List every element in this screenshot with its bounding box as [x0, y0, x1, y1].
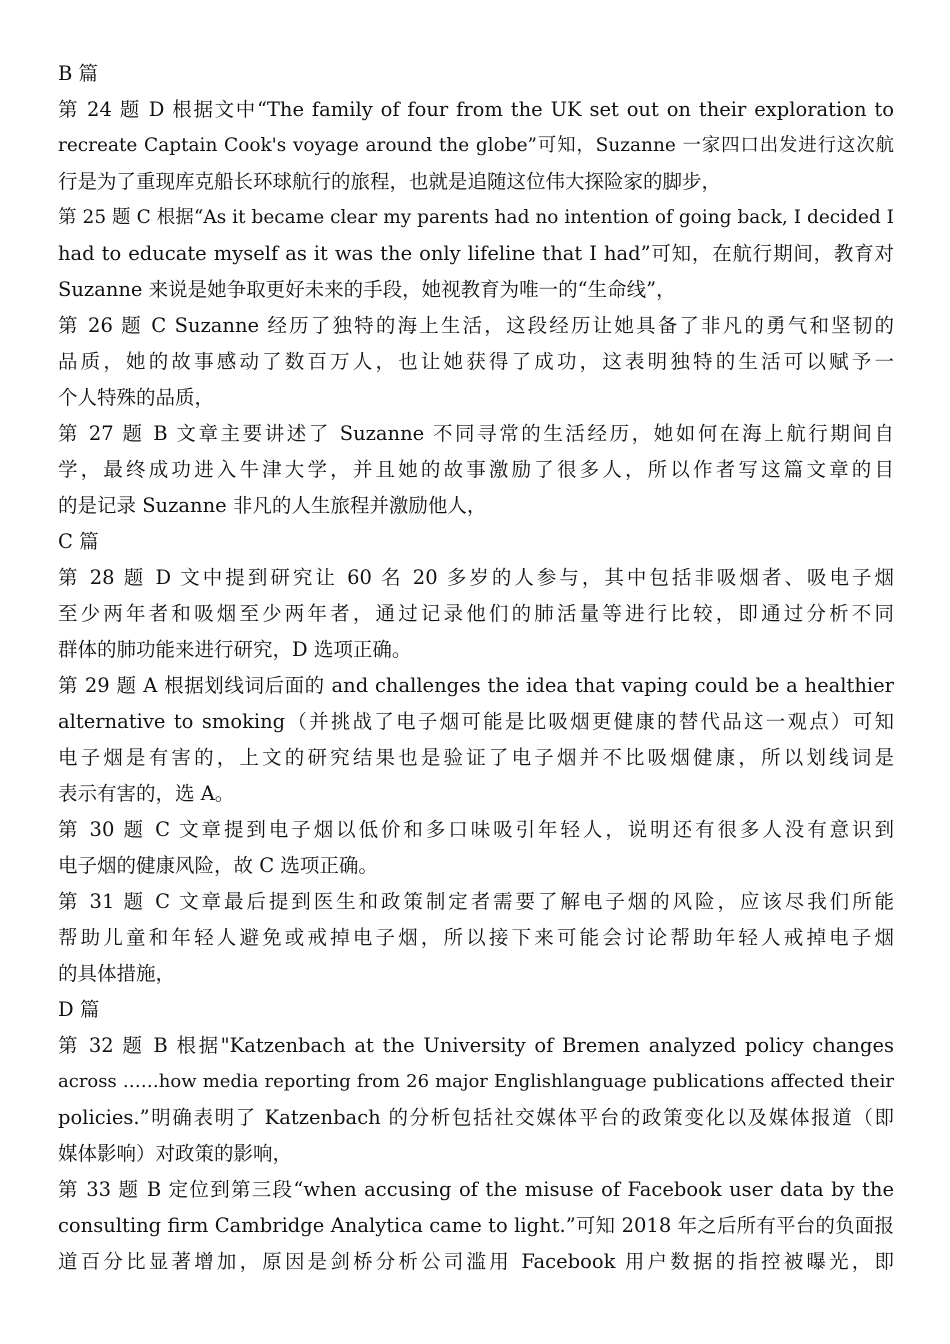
text-line: consulting firm Cambridge Analytica came to light.”可知 2018 年之后所有平台的负面报	[58, 1214, 894, 1237]
text-line: 个人特殊的品质，	[58, 386, 215, 409]
question-33-explanation	[58, 1172, 894, 1280]
question-29-explanation	[58, 668, 894, 812]
question-24-explanation	[58, 92, 894, 200]
text-line: alternative to smoking（并挑战了电子烟可能是比吸烟更健康的替代品这一观点）可知	[58, 710, 894, 733]
question-26-explanation	[58, 308, 894, 416]
text-line: 第 32 题 B 根据"Katzenbach at the University of Bremen analyzed policy changes	[58, 1034, 894, 1057]
question-31-explanation	[58, 884, 894, 992]
text-line: 电子烟的健康风险，故 C 选项正确。	[58, 854, 378, 877]
answer-explanation-page	[58, 56, 894, 1280]
text-line: 品质，她的故事感动了数百万人，也让她获得了成功，这表明独特的生活可以赋予一	[58, 350, 894, 373]
text-line: 帮助儿童和年轻人避免或戒掉电子烟，所以接下来可能会讨论帮助年轻人戒掉电子烟	[58, 926, 894, 949]
section-heading-d: D 篇	[58, 998, 100, 1021]
text-line: 电子烟是有害的，上文的研究结果也是验证了电子烟并不比吸烟健康，所以划线词是	[58, 746, 894, 769]
question-28-explanation	[58, 560, 894, 668]
question-27-explanation	[58, 416, 894, 524]
text-line: recreate Captain Cook's voyage around the globe”可知，Suzanne 一家四口出发进行这次航	[58, 135, 894, 156]
text-line: 道百分比显著增加，原因是剑桥分析公司滥用 Facebook 用户数据的指控被曝光，即	[58, 1250, 894, 1273]
question-32-explanation	[58, 1028, 894, 1172]
question-30-explanation	[58, 812, 894, 884]
text-line: 第 28 题 D 文中提到研究让 60 名 20 多岁的人参与，其中包括非吸烟者、吸电子烟	[58, 566, 894, 589]
text-line: 第 27 题 B 文章主要讲述了 Suzanne 不同寻常的生活经历，她如何在海上航行期间自	[58, 422, 894, 445]
text-line: policies.”明确表明了 Katzenbach 的分析包括社交媒体平台的政策变化以及媒体报道（即	[58, 1106, 894, 1129]
text-line: 第 29 题 A 根据划线词后面的 and challenges the idea that vaping could be a healthier	[58, 674, 894, 697]
text-line: 第 31 题 C 文章最后提到医生和政策制定者需要了解电子烟的风险，应该尽我们所能	[58, 890, 894, 913]
section-heading-c: C 篇	[58, 530, 99, 553]
text-line: 媒体影响）对政策的影响，	[58, 1142, 293, 1165]
text-line: 的是记录 Suzanne 非凡的人生旅程并激励他人，	[58, 494, 487, 517]
text-line: 第 26 题 C Suzanne 经历了独特的海上生活，这段经历让她具备了非凡的勇气和坚韧的	[58, 314, 894, 337]
text-line: 学，最终成功进入牛津大学，并且她的故事激励了很多人，所以作者写这篇文章的目	[58, 458, 894, 481]
text-line: 第 25 题 C 根据“As it became clear my parents had no intention of going back, I decided I	[58, 207, 894, 228]
text-line: across ……how media reporting from 26 major Englishlanguage publications affected their	[58, 1071, 894, 1092]
section-heading-b: B 篇	[58, 62, 99, 85]
text-line: 第 33 题 B 定位到第三段“when accusing of the misuse of Facebook user data by the	[58, 1178, 894, 1201]
question-25-explanation	[58, 200, 894, 308]
text-line: 的具体措施，	[58, 962, 176, 985]
text-line: 第 24 题 D 根据文中“The family of four from the UK set out on their exploration to	[58, 98, 894, 121]
text-line: 群体的肺功能来进行研究，D 选项正确。	[58, 638, 412, 661]
text-line: had to educate myself as it was the only lifeline that I had”可知，在航行期间，教育对	[58, 242, 894, 265]
text-line: 表示有害的，选 A。	[58, 782, 235, 805]
text-line: Suzanne 来说是她争取更好未来的手段，她视教育为唯一的“生命线”，	[58, 278, 676, 301]
text-line: 第 30 题 C 文章提到电子烟以低价和多口味吸引年轻人，说明还有很多人没有意识到	[58, 818, 894, 841]
text-line: 行是为了重现库克船长环球航行的旅程，也就是追随这位伟大探险家的脚步，	[58, 170, 722, 193]
text-line: 至少两年者和吸烟至少两年者，通过记录他们的肺活量等进行比较，即通过分析不同	[58, 602, 894, 625]
